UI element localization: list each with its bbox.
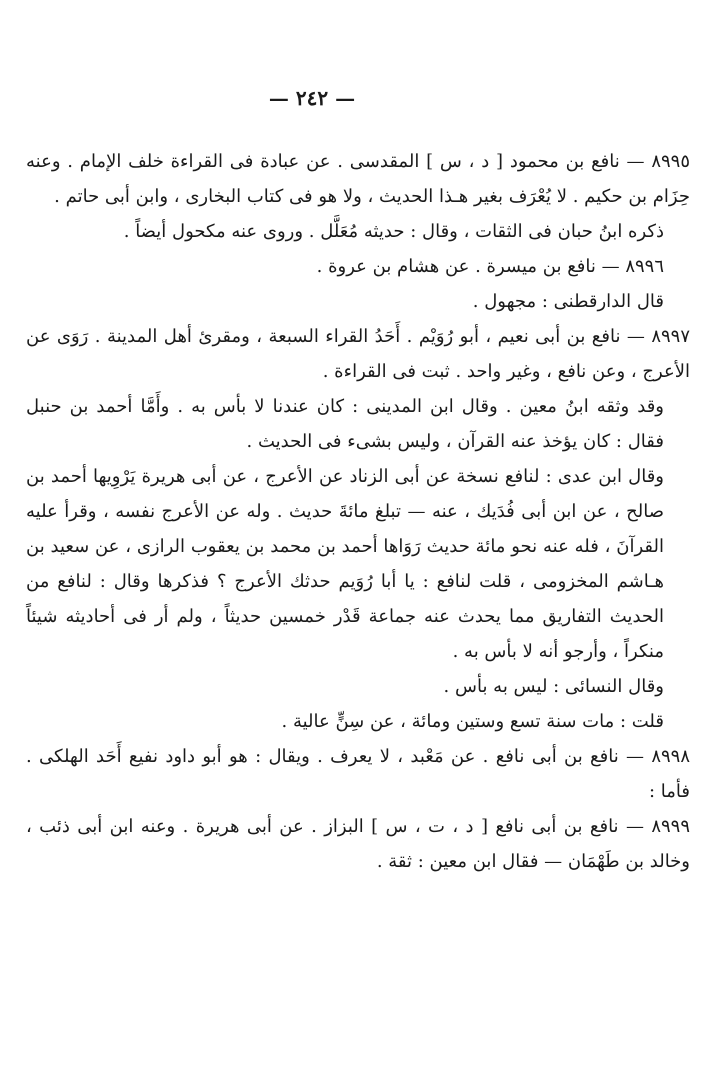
page-number: — ٢٤٢ —: [268, 86, 356, 110]
entry-8999: ٨٩٩٩ — نافع بن أبى نافع [ د ، ت ، س ] البزاز . عن أبى هريرة . وعنه ابن أبى ذئب ، وخالد بن طَهْمَان — فقال ابن معين : ثقة .: [26, 816, 690, 872]
entry-8997-note-4: قلت : مات سنة تسع وستين ومائة ، عن سِنٍّ عالية .: [281, 711, 664, 732]
page-body: [26, 144, 690, 879]
entry-8995-note: ذكره ابنُ حبان فى الثقات ، وقال : حديثه مُعَلَّل . وروى عنه مكحول أيضاً .: [123, 221, 664, 242]
entry-8995: ٨٩٩٥ — نافع بن محمود [ د ، س ] المقدسى . عن عبادة فى القراءة خلف الإمام . وعنه حِزَام بن حكيم . لا يُعْرَف بغير هـذا الحديث ، ولا هو فى كتاب البخارى ، وابن أبى حاتم .: [26, 151, 690, 207]
entry-8996: ٨٩٩٦ — نافع بن ميسرة . عن هشام بن عروة .: [316, 256, 664, 277]
entry-8997-note-1: وقد وثقه ابنُ معين . وقال ابن المدينى : كان عندنا لا بأس به . وأَمَّا أحمد بن حنبل فقال : كان يؤخذ عنه القرآن ، وليس بشىء فى الحديث .: [26, 396, 664, 452]
entry-8998: ٨٩٩٨ — نافع بن أبى نافع . عن مَعْبد ، لا يعرف . ويقال : هو أبو داود نفيع أَحَد الهلكى . فأما :: [26, 746, 690, 802]
entry-8997-note-2: وقال ابن عدى : لنافع نسخة عن أبى الزناد عن الأعرج ، عن أبى هريرة يَرْوِيها أحمد بن صالح ، عن ابن أبى فُدَيك ، عنه — تبلغ مائةَ حديث . وله عن الأعرج نفسه ، وقرأ عليه القرآنَ ، فله عنه نحو مائة حديث رَوَاها أحمد بن محمد بن يعقوب الرازى ، عن سعيد بن هـاشم المخزومى ، قلت لنافع : يا أبا رُوَيم حدثك الأعرج ؟ فذكرها وقال : لنافع من الحديث التفاريق مما يحدث عنه جماعة قَدْر خمسين حديثاً ، ولم أر فى أحاديثه شيئاً منكراً ، وأرجو أنه لا بأس به .: [26, 466, 664, 662]
entry-8997: ٨٩٩٧ — نافع بن أبى نعيم ، أبو رُوَيْم . أَحَدُ القراء السبعة ، ومقرئ أهل المدينة . رَوَى عن الأعرج ، وعن نافع ، وغير واحد . ثبت فى القراءة .: [26, 326, 690, 382]
entry-8997-note-3: وقال النسائى : ليس به بأس .: [443, 676, 664, 697]
entry-8996-note: قال الدارقطنى : مجهول .: [472, 291, 664, 312]
